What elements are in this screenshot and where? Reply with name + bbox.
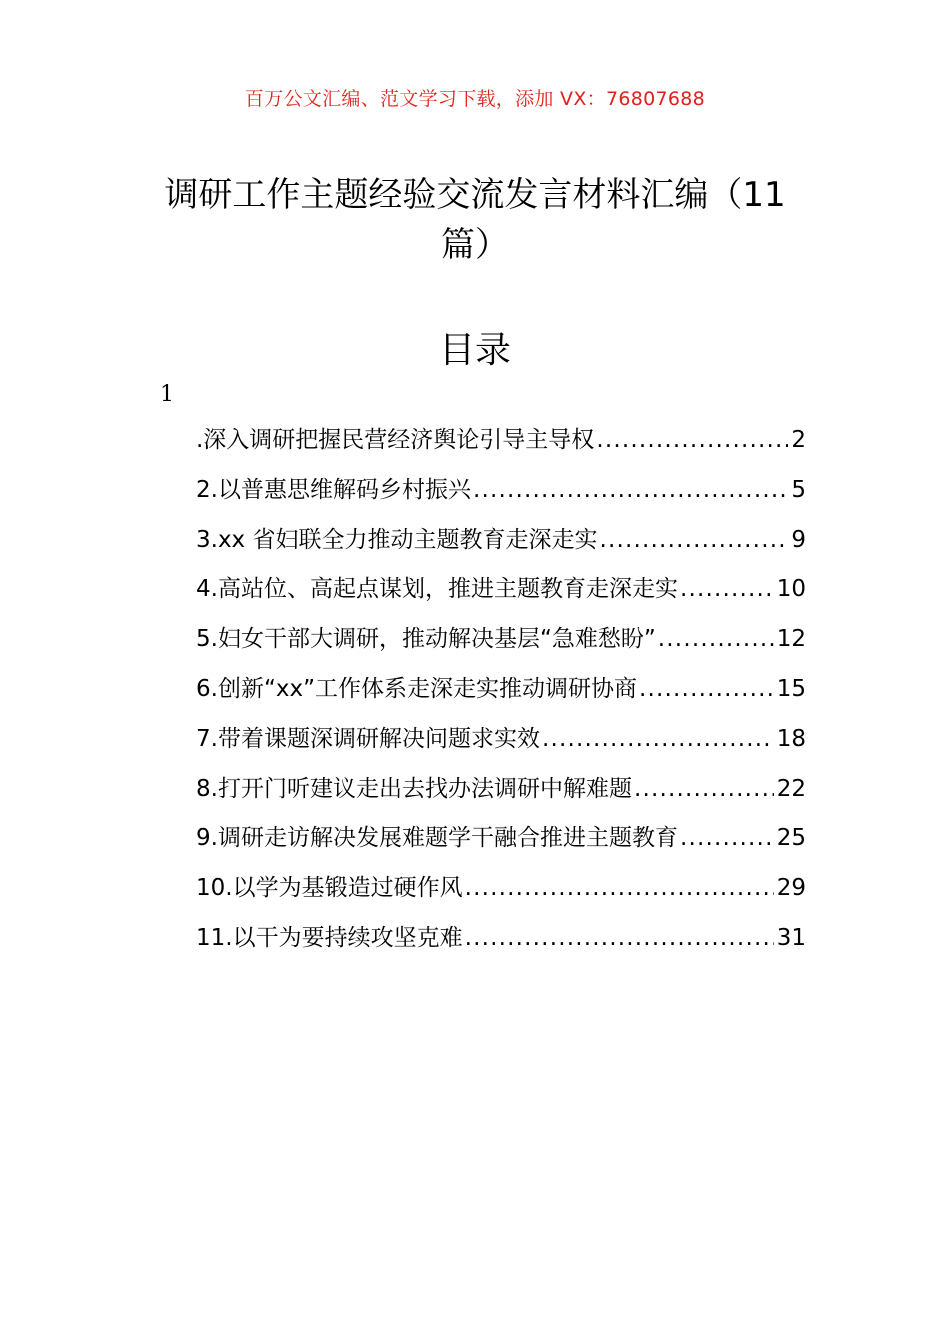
toc-entry[interactable] — [196, 819, 806, 869]
toc-entry[interactable] — [196, 421, 806, 471]
toc-entry-page: 12 — [776, 626, 806, 653]
toc-entry[interactable] — [196, 521, 806, 571]
toc-entry-page: 2 — [791, 427, 806, 453]
toc-entry-page: 18 — [776, 725, 806, 752]
toc-entry-text: 10.以学为基锻造过硬作风 — [196, 875, 463, 902]
toc-entry-text: 6.创新“xx”工作体系走深走实推动调研协商 — [196, 675, 637, 702]
toc-heading: 目录 — [438, 330, 511, 371]
toc-list — [196, 421, 806, 969]
toc-entry-text: 7.带着课题深调研解决问题求实效 — [196, 725, 540, 752]
toc-leader — [658, 626, 774, 652]
toc-leader — [599, 527, 788, 553]
toc-entry-page: 22 — [776, 775, 806, 802]
toc-entry-text: 5.妇女干部大调研，推动解决基层“急难愁盼” — [196, 626, 656, 653]
toc-entry[interactable] — [196, 620, 806, 670]
toc-entry-page: 29 — [776, 875, 806, 902]
toc-leader — [542, 726, 774, 752]
toc-entry-page: 10 — [776, 576, 806, 603]
toc-leader — [634, 776, 774, 802]
toc-leader — [465, 875, 774, 901]
toc-entry[interactable] — [196, 869, 806, 919]
document-title: 调研工作主题经验交流发言材料汇编（11篇） — [164, 175, 786, 265]
toc-leader — [465, 925, 774, 951]
toc-leader — [639, 676, 774, 702]
toc-leader — [596, 427, 788, 453]
stray-number: 1 — [160, 382, 174, 407]
toc-entry-page: 31 — [776, 924, 806, 951]
toc-entry-text: .深入调研把握民营经济舆论引导主导权 — [196, 427, 595, 453]
toc-entry-text: 11.以干为要持续攻坚克难 — [196, 924, 463, 951]
toc-entry-page: 9 — [791, 526, 806, 553]
toc-entry-text: 4.高站位、高起点谋划，推进主题教育走深走实 — [196, 576, 678, 603]
toc-leader — [473, 477, 788, 503]
toc-entry-text: 9.调研走访解决发展难题学干融合推进主题教育 — [196, 825, 678, 852]
toc-entry[interactable] — [196, 720, 806, 770]
header-note: 百万公文汇编、范文学习下载，添加 VX：76807688 — [244, 88, 706, 110]
toc-entry[interactable] — [196, 670, 806, 720]
toc-leader — [680, 825, 774, 851]
toc-entry[interactable] — [196, 770, 806, 820]
toc-entry[interactable] — [196, 570, 806, 620]
toc-leader — [680, 576, 774, 602]
toc-entry[interactable] — [196, 471, 806, 521]
toc-entry-text: 3.xx 省妇联全力推动主题教育走深走实 — [196, 526, 598, 553]
toc-entry-text: 2.以普惠思维解码乡村振兴 — [196, 476, 471, 503]
toc-entry-page: 5 — [791, 476, 806, 503]
toc-entry-page: 25 — [776, 825, 806, 852]
toc-entry-page: 15 — [776, 675, 806, 702]
toc-entry[interactable] — [196, 919, 806, 969]
toc-entry-text: 8.打开门听建议走出去找办法调研中解难题 — [196, 775, 632, 802]
